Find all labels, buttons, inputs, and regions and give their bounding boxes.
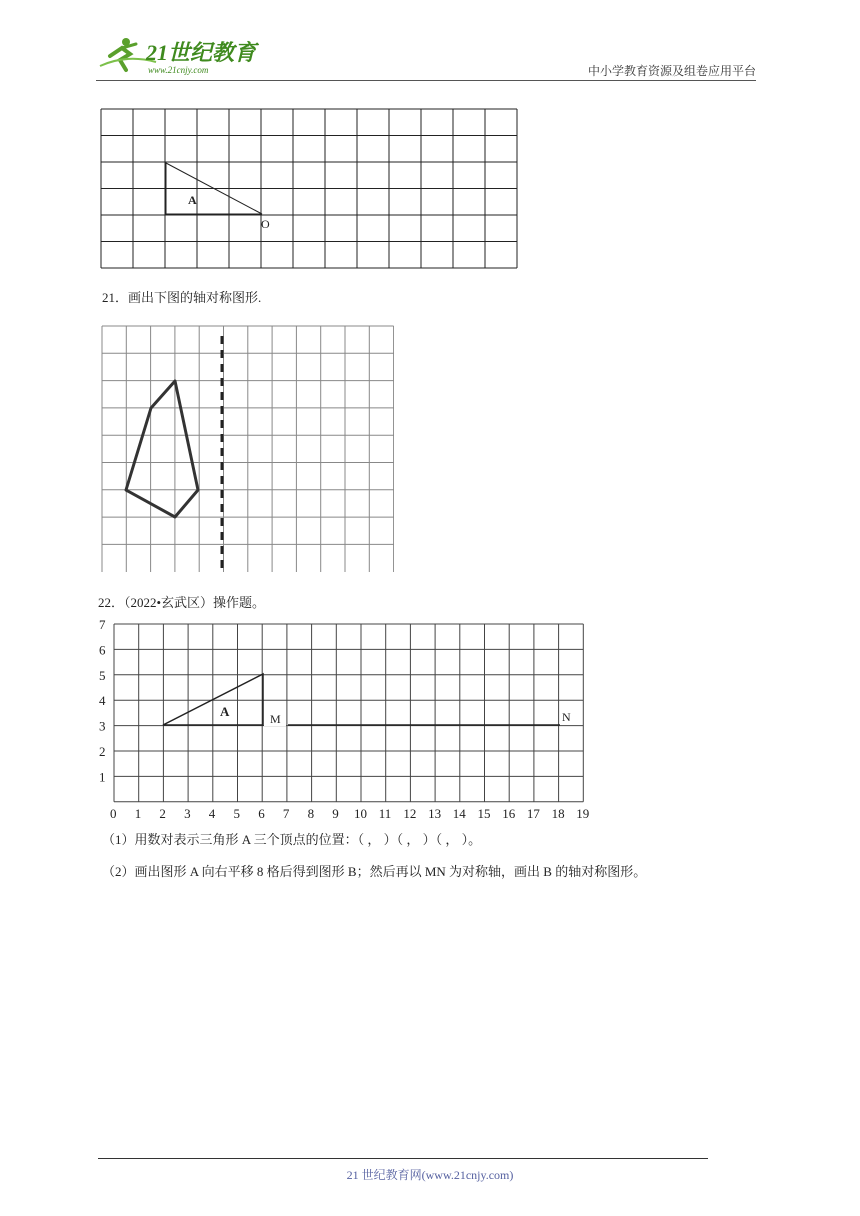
x-tick-label: 2 [159, 805, 166, 821]
question-21-text: 21．画出下图的轴对称图形. [102, 290, 262, 305]
y-tick-label: 7 [99, 617, 106, 632]
x-tick-label: 8 [307, 805, 315, 821]
x-tick-label: 18 [551, 805, 565, 821]
x-tick-label: 9 [332, 805, 339, 821]
y-tick-label: 6 [99, 642, 106, 658]
triangle-a-label: A [188, 193, 197, 207]
y-tick-label: 3 [99, 718, 106, 734]
question-22-text: 22．（2022•玄武区）操作题。 [98, 595, 266, 610]
y-tick-label: 2 [99, 744, 106, 759]
logo-title: 21世纪教育 [146, 40, 257, 65]
x-tick-label: 6 [258, 805, 265, 821]
footer-divider [98, 1158, 708, 1159]
site-logo [96, 34, 266, 78]
header-platform-text: 中小学教育资源及组卷应用平台 [587, 64, 756, 78]
x-tick-label: 10 [354, 805, 367, 821]
point-n-label: N [562, 710, 571, 724]
x-tick-label: 1 [134, 805, 142, 821]
x-tick-label: 16 [502, 805, 516, 821]
question-22-sub-1: （1）用数对表示三角形 A 三个顶点的位置：（ ， ）（ ， ）（ ， ）。 [102, 832, 482, 847]
x-tick-label: 15 [477, 805, 491, 821]
x-tick-label: 11 [378, 805, 392, 821]
x-tick-label: 13 [428, 805, 442, 821]
x-tick-label: 5 [233, 805, 240, 821]
y-tick-label: 5 [99, 667, 106, 683]
x-tick-label: 7 [282, 805, 290, 821]
x-tick-label: 0 [110, 805, 117, 821]
footer-text: 21 世纪教育网(www.21cnjy.com) [346, 1168, 514, 1182]
logo-url: www.21cnjy.com [148, 65, 209, 75]
x-tick-label: 12 [403, 805, 417, 821]
y-tick-label: 4 [99, 693, 106, 709]
x-tick-label: 14 [452, 805, 466, 821]
point-o-label: O [261, 217, 270, 231]
point-m-label: M [270, 712, 281, 726]
figure-22-coordinate-grid [96, 612, 602, 824]
header-divider [96, 80, 756, 81]
x-tick-label: 4 [208, 805, 216, 821]
figure-1-grid [100, 108, 520, 272]
pentagon-shape [126, 381, 198, 517]
question-22-sub-2: （2）画出图形 A 向右平移 8 格后得到图形 B；然后再以 MN 为对称轴，画出 B 的轴对称图形。 [102, 864, 647, 879]
triangle-a-coords-label: A [220, 704, 230, 719]
x-tick-label: 3 [184, 805, 191, 821]
figure-21-grid [100, 324, 394, 574]
x-tick-label: 17 [526, 805, 540, 821]
y-tick-label: 1 [99, 769, 106, 785]
x-tick-label: 19 [576, 805, 590, 821]
